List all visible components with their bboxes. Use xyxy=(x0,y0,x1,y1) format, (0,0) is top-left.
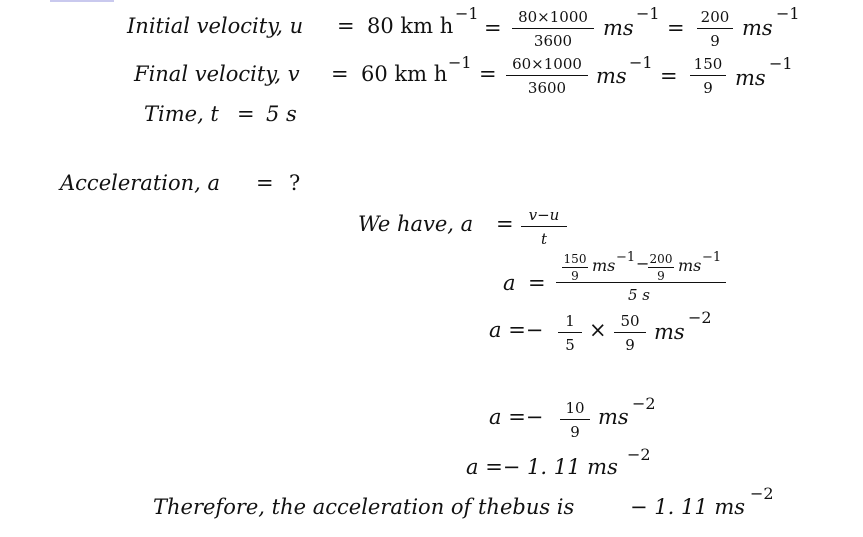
unit-label: ms xyxy=(592,256,616,275)
unit-exponent: −1 xyxy=(769,54,793,73)
unit-label: ms xyxy=(654,320,685,344)
fraction-bar xyxy=(560,419,590,420)
final-velocity-conversion-fraction xyxy=(506,55,588,97)
step4-result: a =− 1. 11 ms xyxy=(466,455,618,479)
final-velocity-exponent: −1 xyxy=(448,53,472,72)
fraction-bar xyxy=(690,75,726,76)
time-value: 5 s xyxy=(266,102,297,126)
acceleration-unknown: ? xyxy=(289,171,301,195)
step1-lhs: a xyxy=(503,271,516,295)
fraction-denominator: 5 xyxy=(565,336,575,354)
step1-denominator: 5 s xyxy=(628,286,651,304)
unit-exponent: −2 xyxy=(627,445,651,464)
final-velocity-simplified-fraction xyxy=(690,55,726,97)
initial-velocity-label: Initial velocity, u xyxy=(127,14,304,38)
fraction-bar xyxy=(521,226,567,227)
fraction-denominator: 9 xyxy=(657,269,665,283)
fraction-denominator: t xyxy=(540,230,548,248)
fraction-numerator: 200 xyxy=(700,8,730,26)
equals-sign: = xyxy=(484,16,502,40)
fraction-denominator: 3600 xyxy=(527,79,567,97)
fraction-numerator: 50 xyxy=(620,312,640,330)
step2-lhs: a =− xyxy=(489,318,544,342)
formula-label: We have, a xyxy=(358,212,474,236)
fraction-bar xyxy=(614,332,646,333)
step1-complex-fraction xyxy=(556,250,726,306)
unit-label: ms xyxy=(598,405,629,429)
unit-exponent: −1 xyxy=(636,4,660,23)
initial-velocity-exponent: −1 xyxy=(455,4,479,23)
step1-second-fraction xyxy=(648,252,674,283)
step1-first-fraction xyxy=(562,252,588,283)
equals-sign: = xyxy=(337,14,355,38)
fraction-denominator: 9 xyxy=(570,423,580,441)
unit-exponent: −2 xyxy=(632,394,656,413)
equals-sign: = xyxy=(237,102,255,126)
fraction-bar xyxy=(512,28,594,29)
fraction-numerator: 60×1000 xyxy=(512,55,582,73)
initial-velocity-simplified-fraction xyxy=(697,8,733,50)
fraction-denominator: 3600 xyxy=(533,32,573,50)
top-tab-marker xyxy=(50,0,114,2)
equals-sign: = xyxy=(256,171,274,195)
unit-label: ms xyxy=(678,256,702,275)
step3-fraction xyxy=(560,399,590,441)
fraction-numerator: 80×1000 xyxy=(518,8,588,26)
fraction-numerator: 1 xyxy=(565,312,575,330)
time-label: Time, t xyxy=(144,102,219,126)
fraction-bar xyxy=(556,282,726,283)
step2-first-fraction xyxy=(558,312,582,354)
acceleration-label: Acceleration, a xyxy=(60,171,221,195)
unit-label: ms xyxy=(735,66,766,90)
fraction-bar xyxy=(562,267,588,268)
unit-exponent: −1 xyxy=(629,53,653,72)
unit-exponent: −1 xyxy=(702,250,722,265)
fraction-denominator: 9 xyxy=(571,269,579,283)
unit-exponent: −1 xyxy=(776,4,800,23)
conclusion-text: Therefore, the acceleration of thebus is xyxy=(153,495,575,519)
step2-second-fraction xyxy=(614,312,646,354)
unit-label: ms xyxy=(596,64,627,88)
unit-exponent: −1 xyxy=(616,250,636,265)
unit-exponent: −2 xyxy=(688,308,712,327)
times-sign: × xyxy=(589,318,607,342)
formula-fraction xyxy=(521,206,567,248)
final-velocity-value: 60 km h xyxy=(361,62,448,86)
fraction-bar xyxy=(558,332,582,333)
unit-exponent: −2 xyxy=(750,484,774,503)
fraction-denominator: 9 xyxy=(710,32,720,50)
fraction-denominator: 9 xyxy=(703,79,713,97)
equals-sign: = xyxy=(496,212,514,236)
initial-velocity-value: 80 km h xyxy=(367,14,454,38)
fraction-numerator: 200 xyxy=(649,252,673,266)
fraction-numerator: v−u xyxy=(528,206,560,224)
fraction-numerator: 150 xyxy=(563,252,587,266)
fraction-bar xyxy=(506,75,588,76)
fraction-numerator: 150 xyxy=(693,55,723,73)
conclusion-value: − 1. 11 ms xyxy=(630,495,746,519)
initial-velocity-conversion-fraction xyxy=(512,8,594,50)
fraction-numerator: 10 xyxy=(565,399,585,417)
equals-sign: = xyxy=(528,271,546,295)
fraction-bar xyxy=(648,267,674,268)
fraction-bar xyxy=(697,28,733,29)
equals-sign: = xyxy=(660,64,678,88)
step3-lhs: a =− xyxy=(489,405,544,429)
final-velocity-label: Final velocity, v xyxy=(134,62,300,86)
unit-label: ms xyxy=(742,16,773,40)
equals-sign: = xyxy=(479,62,497,86)
minus-sign: − xyxy=(636,254,650,273)
fraction-denominator: 9 xyxy=(625,336,635,354)
equals-sign: = xyxy=(331,62,349,86)
equals-sign: = xyxy=(667,16,685,40)
unit-label: ms xyxy=(603,16,634,40)
